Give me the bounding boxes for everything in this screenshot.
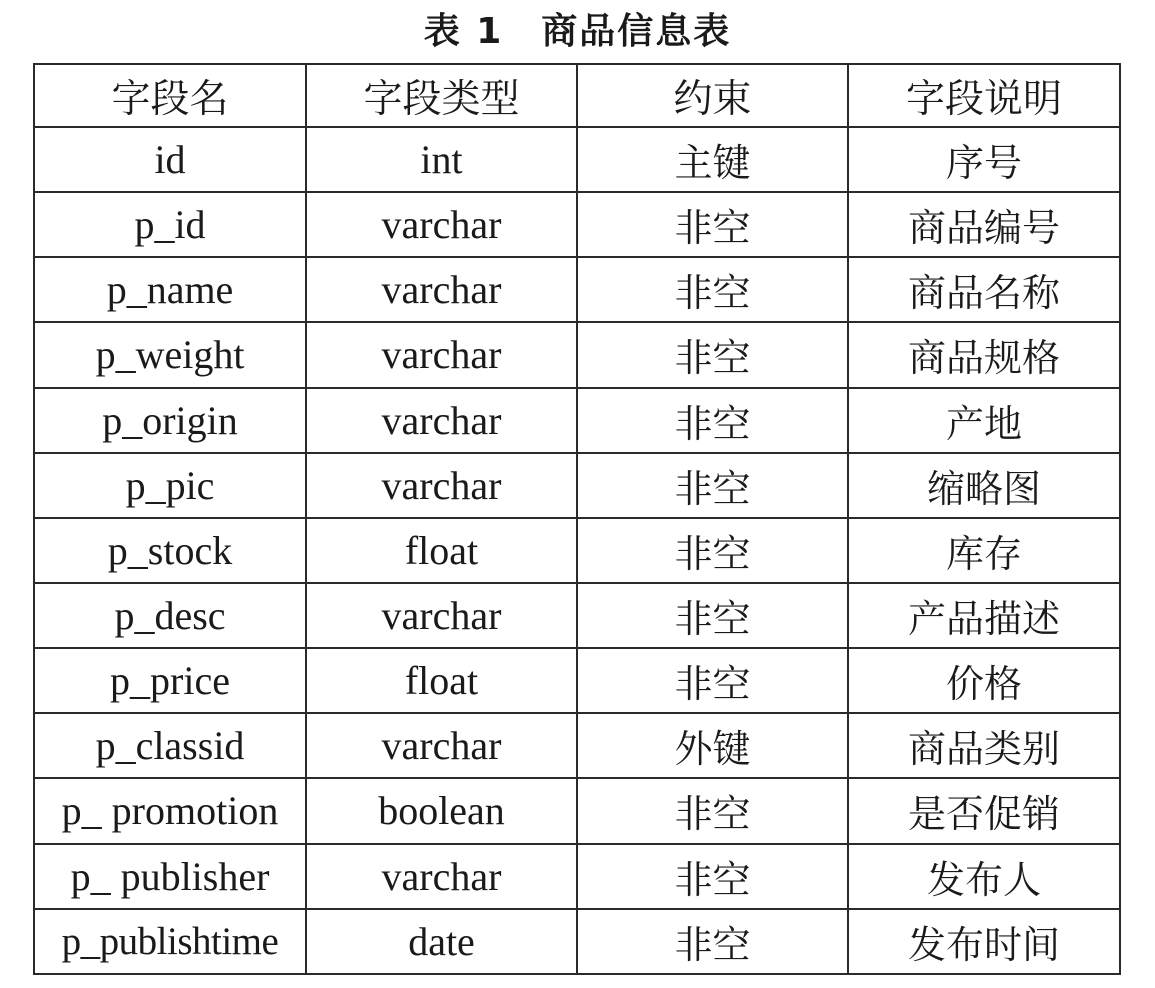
table-row <box>34 388 1120 453</box>
description-cell: 缩略图 <box>848 453 1120 518</box>
table-row <box>34 192 1120 257</box>
field-name-cell: p_ promotion <box>34 778 306 843</box>
field-type-cell: varchar <box>306 583 577 648</box>
description-cell: 产地 <box>848 388 1120 453</box>
field-name-cell: p_name <box>34 257 306 322</box>
constraint-cell: 主键 <box>577 127 848 192</box>
field-type-cell: varchar <box>306 844 577 909</box>
table-header-row <box>34 64 1120 127</box>
constraint-cell: 非空 <box>577 322 848 387</box>
field-type-cell: varchar <box>306 322 577 387</box>
field-name-cell: p_origin <box>34 388 306 453</box>
constraint-cell: 非空 <box>577 648 848 713</box>
field-type-cell: varchar <box>306 192 577 257</box>
field-type-cell: varchar <box>306 388 577 453</box>
field-name-cell: p_pic <box>34 453 306 518</box>
table-row <box>34 257 1120 322</box>
field-name-cell: p_weight <box>34 322 306 387</box>
field-name-cell: p_publishtime <box>34 909 306 974</box>
description-cell: 商品名称 <box>848 257 1120 322</box>
table-row <box>34 648 1120 713</box>
table-row <box>34 909 1120 974</box>
description-cell: 序号 <box>848 127 1120 192</box>
field-type-cell: date <box>306 909 577 974</box>
field-type-cell: varchar <box>306 453 577 518</box>
description-cell: 库存 <box>848 518 1120 583</box>
constraint-cell: 非空 <box>577 453 848 518</box>
field-type-cell: float <box>306 648 577 713</box>
field-type-cell: float <box>306 518 577 583</box>
field-name-cell: id <box>34 127 306 192</box>
constraint-cell: 非空 <box>577 192 848 257</box>
description-cell: 商品规格 <box>848 322 1120 387</box>
field-type-cell: int <box>306 127 577 192</box>
constraint-cell: 非空 <box>577 257 848 322</box>
field-name-cell: p_classid <box>34 713 306 778</box>
description-cell: 商品类别 <box>848 713 1120 778</box>
table-row <box>34 583 1120 648</box>
header-constraint: 约束 <box>577 64 848 127</box>
header-field-type: 字段类型 <box>306 64 577 127</box>
product-info-table <box>33 63 1121 975</box>
table-row <box>34 518 1120 583</box>
field-type-cell: boolean <box>306 778 577 843</box>
constraint-cell: 非空 <box>577 518 848 583</box>
constraint-cell: 非空 <box>577 844 848 909</box>
constraint-cell: 非空 <box>577 778 848 843</box>
constraint-cell: 非空 <box>577 583 848 648</box>
field-name-cell: p_desc <box>34 583 306 648</box>
table-row <box>34 778 1120 843</box>
description-cell: 发布时间 <box>848 909 1120 974</box>
table-row <box>34 844 1120 909</box>
table-row <box>34 322 1120 387</box>
field-type-cell: varchar <box>306 257 577 322</box>
description-cell: 是否促销 <box>848 778 1120 843</box>
description-cell: 价格 <box>848 648 1120 713</box>
field-name-cell: p_id <box>34 192 306 257</box>
field-name-cell: p_stock <box>34 518 306 583</box>
field-name-cell: p_ publisher <box>34 844 306 909</box>
field-type-cell: varchar <box>306 713 577 778</box>
description-cell: 产品描述 <box>848 583 1120 648</box>
constraint-cell: 非空 <box>577 909 848 974</box>
table-row <box>34 453 1120 518</box>
constraint-cell: 非空 <box>577 388 848 453</box>
description-cell: 商品编号 <box>848 192 1120 257</box>
table-title: 商品信息表 <box>541 11 732 52</box>
description-cell: 发布人 <box>848 844 1120 909</box>
table-caption <box>0 8 1155 56</box>
constraint-cell: 外键 <box>577 713 848 778</box>
table-row <box>34 713 1120 778</box>
header-field-name: 字段名 <box>34 64 306 127</box>
table-row <box>34 127 1120 192</box>
table-number: 表 1 <box>423 11 504 52</box>
header-description: 字段说明 <box>848 64 1120 127</box>
field-name-cell: p_price <box>34 648 306 713</box>
